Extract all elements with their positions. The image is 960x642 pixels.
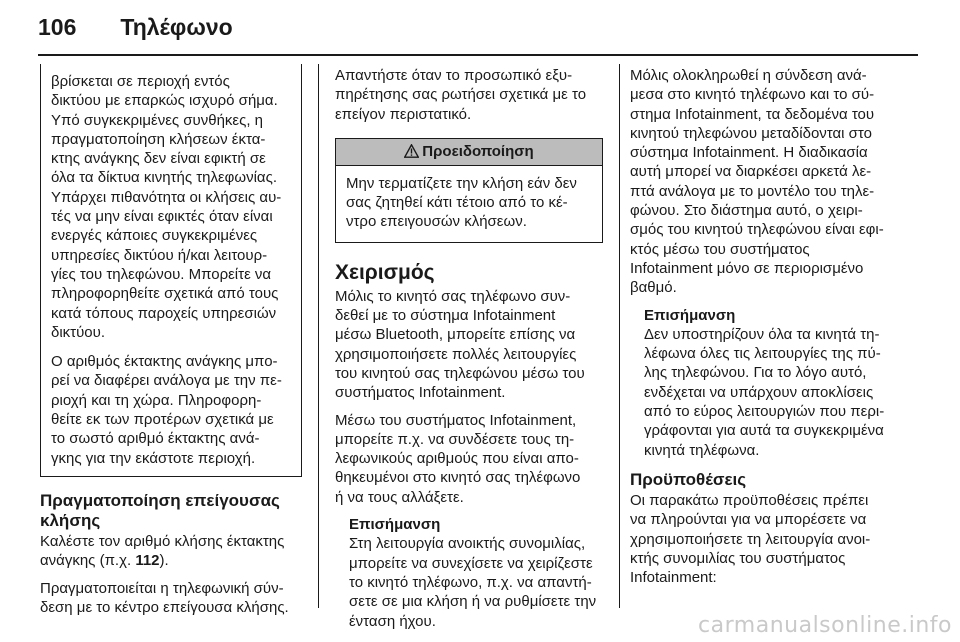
text-line: Infotainment: (630, 569, 717, 587)
column-divider-1 (318, 64, 319, 608)
text-line: το κινητό τηλέφωνο, π.χ. να απαντή- (349, 573, 592, 591)
emergency-call-paragraph-2 (40, 579, 302, 618)
text-line: επείγον περιστατικό. (335, 105, 472, 123)
text-line (40, 551, 302, 570)
warning-header (336, 139, 602, 166)
text-line: αυτή μπορεί να διαρκέσει αρκετά λε- (630, 163, 872, 181)
text-fragment: ). (159, 552, 169, 570)
text-line: να πληρούνται για να μπορέσετε να (630, 511, 867, 529)
text-line: φώνου. Στο διάστημα αυτό, ο χειρι- (630, 202, 863, 220)
box-paragraph-1 (51, 72, 293, 342)
text-line: Απαντήστε όταν το προσωπικό εξυ- (335, 67, 573, 84)
text-line: στημα Infotainment, τα δεδομένα του (630, 105, 875, 123)
text-line: κατά τόπους παροχείς υπηρεσιών (51, 304, 277, 322)
page-number: 106 (38, 14, 77, 40)
text-line: Πραγματοποιείται η τηλεφωνική σύν- (40, 579, 284, 597)
page-title: Τηλέφωνο (120, 14, 233, 40)
text-line: πληροφορηθείτε σχετικά από τους (51, 285, 279, 303)
text-line: σας ζητηθεί κάτι τέτοιο από το κέ- (346, 194, 568, 212)
column-2 (335, 66, 603, 639)
warning-title: Προειδοποίηση (422, 142, 534, 160)
operation-heading: Χειρισμός (335, 260, 435, 284)
text-line: Πραγματοποίηση επείγουσας (40, 490, 280, 510)
text-line: ρεί να διαφέρει ανάλογα με την πε- (51, 372, 282, 390)
watermark: carmanualsonline.info (698, 613, 952, 638)
text-line: ντρο επειγουσών κλήσεων. (346, 213, 527, 231)
text-line: πτά ανάλογα με το μοντέλο του τηλε- (630, 182, 875, 200)
text-line: βρίσκεται σε περιοχή εντός (51, 73, 230, 90)
text-line: κτής συνομιλίας του συστήματος (630, 549, 846, 567)
header-rule (38, 54, 918, 56)
text-line: κτης ανάγκης δεν είναι εφικτή σε (51, 150, 266, 168)
operation-paragraph-1 (335, 287, 603, 403)
text-line: Καλέστε τον αριθμό κλήσης έκτακτης (40, 532, 285, 550)
connection-paragraph (630, 66, 920, 298)
text-line: πραγματοποίηση κλήσεων έκτα- (51, 130, 266, 148)
column-divider-2 (619, 64, 620, 608)
note-title: Επισήμανση (644, 306, 736, 324)
text-line: όλα τα δίκτυα κινητής τηλεφωνίας. (51, 169, 278, 187)
continued-info-box (40, 64, 302, 477)
text-line: Infotainment μόνο σε περιορισμένο (630, 259, 864, 277)
intro-paragraph (335, 66, 603, 124)
text-fragment: ανάγκης (π.χ. (40, 552, 136, 570)
text-line: μέσω Bluetooth, μπορείτε επίσης να (335, 326, 576, 344)
warning-box (335, 138, 603, 243)
text-line: ενεργές κάποιες συγκεκριμένες (51, 227, 258, 245)
text-line: σύστημα Infotainment. Η διαδικασία (630, 144, 868, 162)
text-line: Υπό συγκεκριμένες συνθήκες, η (51, 111, 264, 129)
text-line: χρησιμοποιήσετε πολλές λειτουργίες (335, 345, 577, 363)
text-line: Οι παρακάτω προϋποθέσεις πρέπει (630, 491, 869, 509)
text-line: λέφωνα όλες τις λειτουργίες της πύ- (644, 345, 881, 363)
note-title: Επισήμανση (349, 516, 441, 534)
text-line: Υπάρχει πιθανότητα οι κλήσεις αυ- (51, 188, 282, 206)
text-line: Στη λειτουργία ανοικτής συνομιλίας, (349, 535, 586, 553)
text-line: ή να τους αλλάξετε. (335, 488, 464, 506)
prerequisites-paragraph (630, 491, 920, 587)
emergency-number: 112 (135, 552, 160, 570)
note-block (630, 306, 920, 460)
text-line: μπορείτε π.χ. να συνδέσετε τους τη- (335, 430, 575, 448)
text-line: κτός μέσω του συστήματος (630, 240, 810, 258)
text-line: Δεν υποστηρίζουν όλα τα κινητά τη- (644, 325, 880, 343)
text-line: ένταση ήχου. (349, 612, 436, 630)
text-line: πηρέτησης σας ρωτήσει σχετικά με το (335, 86, 587, 104)
text-line: Ο αριθμός έκτακτης ανάγκης μπο- (51, 353, 278, 371)
text-line: γίες του τηλεφώνου. Μπορείτε να (51, 265, 272, 283)
text-line: χρησιμοποιήσετε τη λειτουργία ανοι- (630, 530, 871, 548)
operation-paragraph-2 (335, 411, 603, 507)
column-3 (630, 66, 920, 595)
text-line: Μην τερματίζετε την κλήση εάν δεν (346, 174, 577, 192)
text-line: μπορείτε να συνεχίσετε να χειρίζεστε (349, 554, 593, 572)
text-line: του κινητού σας τηλεφώνου μέσω του (335, 364, 585, 382)
text-line: σμός του κινητού τηλεφώνου είναι εφι- (630, 221, 884, 239)
text-line: γράφονται για αυτά τα συγκεκριμένα (644, 422, 884, 440)
text-line: Μέσω του συστήματος Infotainment, (335, 411, 577, 429)
text-line: κινητά τηλέφωνα. (644, 441, 760, 459)
page-header (38, 14, 233, 54)
text-line: μεσα στο κινητό τηλέφωνο και το σύ- (630, 86, 875, 104)
text-line: κλήσης (40, 510, 101, 530)
text-line: συστήματος Infotainment. (335, 384, 506, 402)
text-line: από το εύρος λειτουργιών που περι- (644, 403, 885, 421)
note-text (644, 325, 920, 460)
text-line: τές να μην είναι εφικτές όταν είναι (51, 208, 273, 226)
box-paragraph-2 (51, 352, 293, 468)
text-line: δεση με το κέντρο επείγουσα κλήσης. (40, 598, 289, 616)
emergency-call-paragraph-1 (40, 532, 302, 571)
note-block (335, 515, 603, 631)
text-line: σετε σε μια κλήση ή να ρυθμίσετε την (349, 593, 597, 611)
emergency-call-heading (40, 491, 302, 531)
text-line: δικτύου με επαρκώς ισχυρό σήμα. (51, 92, 278, 110)
warning-text (336, 166, 602, 242)
text-line: βαθμό. (630, 279, 677, 297)
text-line: κινητού τηλεφώνου μεταδίδονται στο (630, 124, 872, 142)
text-line: θηκευμένοι στο κινητό σας τηλέφωνο (335, 469, 581, 487)
text-line: δικτύου. (51, 323, 106, 341)
text-line: ενδέχεται να υπάρχουν αποκλίσεις (644, 383, 874, 401)
text-line: Μόλις το κινητό σας τηλέφωνο συν- (335, 287, 571, 305)
text-line: το σωστό αριθμό έκτακτης ανά- (51, 430, 260, 448)
prerequisites-heading: Προϋποθέσεις (630, 469, 747, 489)
warning-triangle-icon (404, 144, 419, 158)
text-line: υπηρεσίες δικτύου ή/και λειτουρ- (51, 246, 268, 264)
column-1 (40, 64, 302, 625)
text-line: λης τηλεφώνου. Για το λόγο αυτό, (644, 364, 867, 382)
text-line: δεθεί με το σύστημα Infotainment (335, 307, 556, 325)
text-line: ριοχή και τη χώρα. Πληροφορη- (51, 391, 262, 409)
text-line: θείτε εκ των προτέρων σχετικά με (51, 411, 274, 429)
text-line: λεφωνικούς αριθμούς που είναι απο- (335, 450, 579, 468)
text-line: γκης για την εκάστοτε περιοχή. (51, 449, 256, 467)
text-line: Μόλις ολοκληρωθεί η σύνδεση ανά- (630, 67, 867, 84)
note-text (349, 534, 603, 630)
